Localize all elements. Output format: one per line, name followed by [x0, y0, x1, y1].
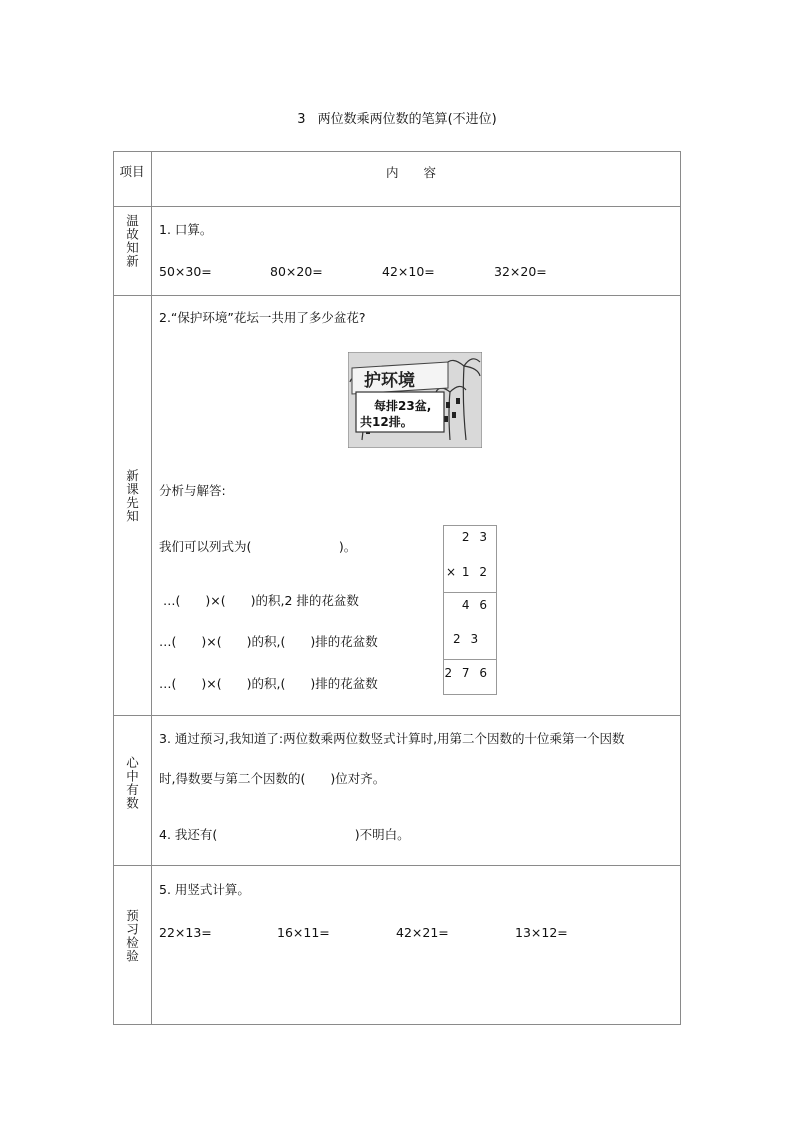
calc-divider — [444, 592, 496, 593]
table-row-divider — [113, 295, 681, 296]
q5-item: 16×11= — [277, 925, 330, 940]
section-label-preview-text: 新课先知 — [124, 469, 140, 523]
section-label-summary-text: 心中有数 — [124, 756, 140, 810]
calc-divider — [444, 659, 496, 660]
header-content: 内 容 — [386, 165, 437, 180]
q2-step-line: …( )×( )的积,( )排的花盆数 — [159, 634, 378, 649]
q3-line-2: 时,得数要与第二个因数的( )位对齐。 — [159, 771, 386, 786]
title-text: 两位数乘两位数的笔算(不进位) — [317, 112, 497, 127]
table-row-divider — [113, 715, 681, 716]
q2-formula: 我们可以列式为( )。 — [159, 539, 357, 554]
q5-title: 5. 用竖式计算。 — [159, 882, 250, 897]
section-label-review-text: 温故知新 — [124, 214, 140, 268]
calc-row: 2 3 — [453, 632, 482, 646]
section-label-check — [113, 909, 151, 989]
q1-item: 80×20= — [270, 264, 323, 279]
q1-item: 32×20= — [494, 264, 547, 279]
sign-text: 护环境 — [364, 371, 415, 391]
q2-analysis: 分析与解答: — [159, 483, 226, 498]
section-label-check-text: 预习检验 — [124, 909, 140, 963]
section-label-preview — [113, 469, 151, 549]
flowerbed-illustration — [348, 352, 482, 448]
q2-title: 2.“保护环境”花坛一共用了多少盆花? — [159, 310, 366, 325]
calc-row: 2 7 6 — [444, 666, 490, 680]
q1-title: 1. 口算。 — [159, 222, 213, 237]
calc-row: 1 2 — [461, 565, 490, 579]
q5-item: 22×13= — [159, 925, 212, 940]
table-column-divider — [151, 151, 152, 1025]
q5-item: 42×21= — [396, 925, 449, 940]
table-bottom-border — [113, 1024, 681, 1025]
q4-text: 4. 我还有( )不明白。 — [159, 827, 410, 842]
multiply-sign: × — [446, 565, 457, 579]
table-top-border — [113, 151, 681, 152]
vertical-calculation — [443, 525, 497, 695]
table-row-divider — [113, 865, 681, 866]
table-row-divider — [113, 206, 681, 207]
bubble-line-2: 共12排。 — [360, 415, 413, 429]
bubble-line-1: 每排23盆, — [374, 399, 432, 413]
flowerbed-picture — [348, 352, 482, 448]
title-number: 3 — [297, 112, 306, 127]
table-right-border — [680, 151, 681, 1025]
q3-line-1: 3. 通过预习,我知道了:两位数乘两位数竖式计算时,用第二个因数的十位乘第一个因数 — [159, 731, 625, 746]
calc-row: 4 6 — [461, 598, 490, 612]
section-label-summary — [113, 756, 151, 836]
page-title — [0, 108, 794, 127]
header-item: 项目 — [119, 164, 145, 179]
calc-row: 2 3 — [461, 530, 490, 544]
section-label-review — [113, 214, 151, 290]
q5-item: 13×12= — [515, 925, 568, 940]
q2-step-line: …( )×( )的积,( )排的花盆数 — [159, 676, 378, 691]
q2-step-line: …( )×( )的积,2 排的花盆数 — [163, 593, 359, 608]
q1-item: 50×30= — [159, 264, 212, 279]
q1-item: 42×10= — [382, 264, 435, 279]
